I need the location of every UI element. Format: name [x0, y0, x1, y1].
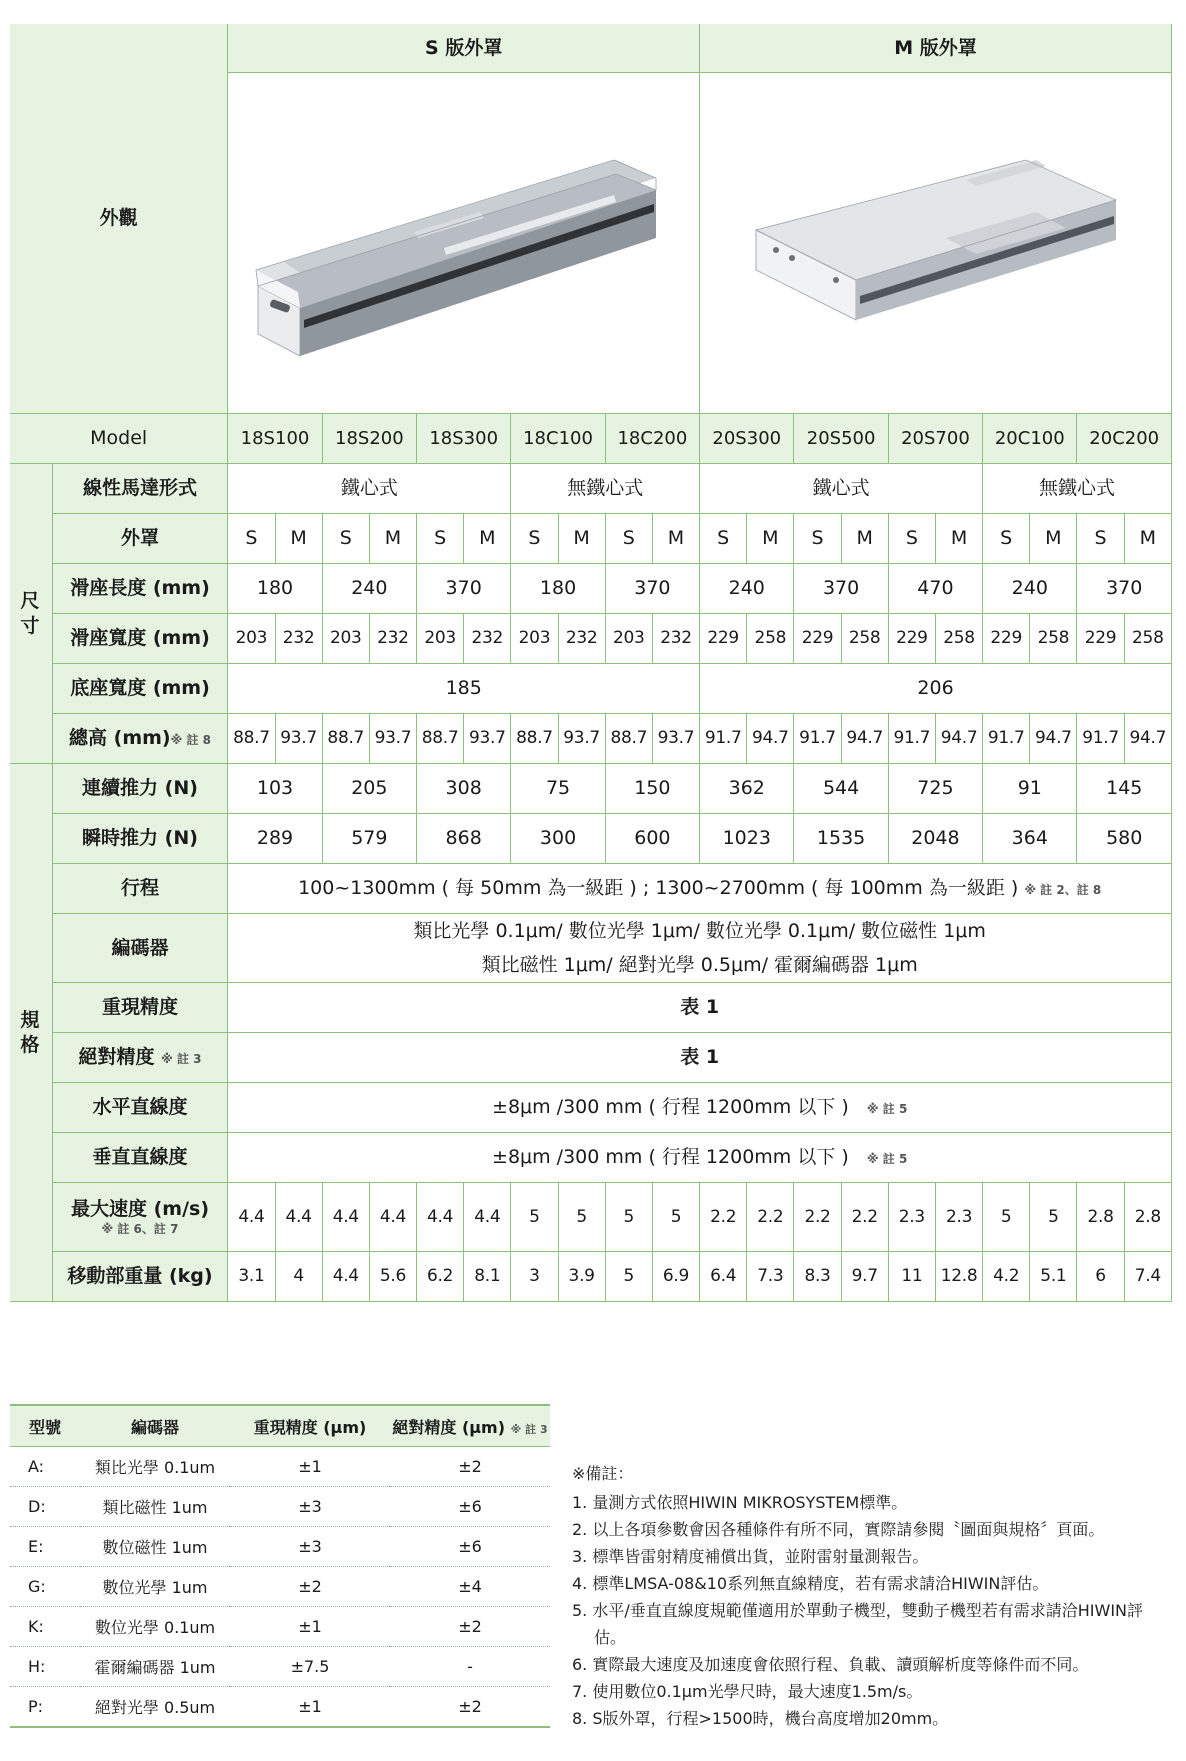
- slider-width-cell: 258: [935, 614, 982, 664]
- remark-item: 5. 水平/垂直直線度規範僅適用於單動子機型，雙動子機型若有需求請洽HIWIN評估。: [572, 1601, 1144, 1647]
- total-height-cell: 91.7: [700, 714, 747, 764]
- slider-width-cell: 229: [1077, 614, 1124, 664]
- moving-mass-cell: 6: [1077, 1252, 1124, 1302]
- continuous-force-cell: 362: [700, 764, 794, 814]
- max-speed-cell: 4.4: [228, 1183, 275, 1252]
- table-row: [10, 1647, 550, 1687]
- total-height-note: ※ 註 8: [170, 733, 211, 748]
- encoder-accuracy-table: [10, 1404, 550, 1728]
- enc-header-absolute-text: 絕對精度 (μm): [392, 1417, 506, 1437]
- remark-item: 4. 標準LMSA-08&10系列無直線精度，若有需求請洽HIWIN評估。: [572, 1574, 1049, 1593]
- moving-mass-cell: 4: [275, 1252, 322, 1302]
- spec-group-label: 規 格: [10, 764, 52, 1302]
- remark-item: 1. 量測方式依照HIWIN MIKROSYSTEM標準。: [572, 1493, 908, 1512]
- total-height-cell: 94.7: [1030, 714, 1077, 764]
- cover-cell: S: [983, 514, 1030, 564]
- slider-width-cell: 232: [369, 614, 416, 664]
- max-speed-cell: 2.8: [1124, 1183, 1171, 1252]
- peak-force-cell: 364: [983, 814, 1077, 864]
- enc-repeatability: ±7.5: [230, 1647, 390, 1687]
- model-18S200: 18S200: [322, 414, 416, 464]
- moving-mass-cell: 5.1: [1030, 1252, 1077, 1302]
- slider-width-cell: 229: [983, 614, 1030, 664]
- slider-length-label: 滑座長度 (mm): [52, 564, 228, 614]
- cover-cell: M: [275, 514, 322, 564]
- m-cover-product-image: [736, 120, 1136, 360]
- total-height-cell: 94.7: [1124, 714, 1171, 764]
- max-speed-cell: 4.4: [275, 1183, 322, 1252]
- slider-length-cell: 240: [983, 564, 1077, 614]
- model-18S300: 18S300: [417, 414, 511, 464]
- cover-cell: M: [935, 514, 982, 564]
- absolute-accuracy-label: [52, 1033, 228, 1083]
- slider-width-cell: 232: [464, 614, 511, 664]
- enc-absolute: ±6: [390, 1487, 550, 1527]
- max-speed-cell: 5: [558, 1183, 605, 1252]
- vertical-straightness-label: 垂直直線度: [52, 1133, 228, 1183]
- remark-item: 7. 使用數位0.1μm光學尺時，最大速度1.5m/s。: [572, 1682, 923, 1701]
- slider-width-cell: 203: [605, 614, 652, 664]
- continuous-force-cell: 544: [794, 764, 888, 814]
- m-cover-header: M 版外罩: [700, 24, 1172, 73]
- base-width-cell: 206: [700, 664, 1172, 714]
- slider-length-cell: 470: [888, 564, 982, 614]
- total-height-cell: 91.7: [983, 714, 1030, 764]
- total-height-cell: 93.7: [652, 714, 699, 764]
- encoder-line-1: 類比光學 0.1μm/ 數位光學 1μm/ 數位光學 0.1μm/ 數位磁性 1μm: [413, 920, 986, 942]
- cover-cell: M: [841, 514, 888, 564]
- size-group-label: 尺 寸: [10, 464, 52, 764]
- peak-force-cell: 2048: [888, 814, 982, 864]
- peak-force-cell: 289: [228, 814, 322, 864]
- slider-length-cell: 370: [794, 564, 888, 614]
- peak-force-cell: 600: [605, 814, 699, 864]
- spec-table: [10, 24, 1172, 1302]
- slider-width-cell: 232: [558, 614, 605, 664]
- moving-mass-cell: 7.3: [747, 1252, 794, 1302]
- total-height-cell: 94.7: [935, 714, 982, 764]
- moving-mass-cell: 4.4: [322, 1252, 369, 1302]
- horizontal-straightness-value: ±8μm /300 mm ( 行程 1200mm 以下 ): [492, 1096, 849, 1119]
- slider-width-cell: 258: [1030, 614, 1077, 664]
- slider-width-cell: 258: [747, 614, 794, 664]
- table-row: [10, 1607, 550, 1647]
- model-20S700: 20S700: [888, 414, 982, 464]
- stroke-cell: [228, 864, 1172, 914]
- peak-force-label: 瞬時推力 (N): [52, 814, 228, 864]
- table-row: [10, 1487, 550, 1527]
- cover-cell: S: [417, 514, 464, 564]
- max-speed-label-text: 最大速度 (m/s): [70, 1197, 209, 1220]
- horizontal-straightness-cell: [228, 1083, 1172, 1133]
- max-speed-cell: 4.4: [322, 1183, 369, 1252]
- moving-mass-cell: 8.3: [794, 1252, 841, 1302]
- total-height-cell: 93.7: [558, 714, 605, 764]
- model-20C200: 20C200: [1077, 414, 1172, 464]
- absolute-accuracy-cell: 表 1: [228, 1033, 1172, 1083]
- slider-width-cell: 203: [322, 614, 369, 664]
- continuous-force-cell: 308: [417, 764, 511, 814]
- moving-mass-cell: 6.4: [700, 1252, 747, 1302]
- slider-length-cell: 180: [228, 564, 322, 614]
- encoder-line-2: 類比磁性 1μm/ 絕對光學 0.5μm/ 霍爾編碼器 1μm: [481, 954, 918, 976]
- max-speed-cell: 2.3: [888, 1183, 935, 1252]
- table-row: [10, 1527, 550, 1567]
- cover-cell: S: [888, 514, 935, 564]
- moving-mass-cell: 3: [511, 1252, 558, 1302]
- moving-mass-cell: 8.1: [464, 1252, 511, 1302]
- enc-absolute: ±4: [390, 1567, 550, 1607]
- s-cover-image-cell: [228, 73, 700, 414]
- continuous-force-cell: 103: [228, 764, 322, 814]
- motor-type-cell: 鐵心式: [228, 464, 511, 514]
- slider-length-cell: 180: [511, 564, 605, 614]
- max-speed-cell: 2.2: [841, 1183, 888, 1252]
- model-18C200: 18C200: [605, 414, 699, 464]
- max-speed-cell: 5: [1030, 1183, 1077, 1252]
- enc-encoder: 絕對光學 0.5um: [80, 1687, 230, 1728]
- cover-cell: S: [605, 514, 652, 564]
- enc-encoder: 數位光學 1um: [80, 1567, 230, 1607]
- motor-type-cell: 鐵心式: [700, 464, 983, 514]
- stroke-value: 100~1300mm ( 每 50mm 為一級距 ) ; 1300~2700mm ( 每 100mm 為一級距 ): [298, 877, 1019, 900]
- moving-mass-cell: 6.2: [417, 1252, 464, 1302]
- peak-force-cell: 1535: [794, 814, 888, 864]
- moving-mass-cell: 9.7: [841, 1252, 888, 1302]
- max-speed-cell: 5: [652, 1183, 699, 1252]
- total-height-cell: 91.7: [888, 714, 935, 764]
- slider-width-cell: 229: [888, 614, 935, 664]
- moving-mass-cell: 11: [888, 1252, 935, 1302]
- max-speed-note: ※ 註 6、註 7: [101, 1221, 179, 1236]
- total-height-cell: 88.7: [228, 714, 275, 764]
- enc-repeatability: ±3: [230, 1487, 390, 1527]
- model-18S100: 18S100: [228, 414, 322, 464]
- motor-type-cell: 無鐵心式: [983, 464, 1172, 514]
- peak-force-cell: 868: [417, 814, 511, 864]
- enc-header-code: 型號: [10, 1405, 80, 1447]
- remark-item: 3. 標準皆雷射精度補償出貨，並附雷射量測報告。: [572, 1547, 929, 1566]
- max-speed-cell: 2.2: [747, 1183, 794, 1252]
- enc-header-absolute-note: ※ 註 3: [510, 1422, 548, 1436]
- peak-force-cell: 580: [1077, 814, 1172, 864]
- encoder-label: 編碼器: [52, 914, 228, 983]
- slider-length-cell: 370: [605, 564, 699, 614]
- total-height-cell: 91.7: [1077, 714, 1124, 764]
- repeatability-label: 重現精度: [52, 983, 228, 1033]
- stroke-note: ※ 註 2、註 8: [1024, 883, 1102, 898]
- slider-width-cell: 229: [794, 614, 841, 664]
- max-speed-cell: 4.4: [417, 1183, 464, 1252]
- s-cover-product-image: [244, 120, 684, 360]
- enc-encoder: 數位磁性 1um: [80, 1527, 230, 1567]
- cover-cell: M: [652, 514, 699, 564]
- cover-cell: S: [700, 514, 747, 564]
- enc-absolute: ±2: [390, 1687, 550, 1728]
- total-height-label-text: 總高 (mm): [69, 727, 171, 750]
- vertical-straightness-value: ±8μm /300 mm ( 行程 1200mm 以下 ): [492, 1146, 849, 1169]
- moving-mass-cell: 7.4: [1124, 1252, 1171, 1302]
- max-speed-cell: 5: [511, 1183, 558, 1252]
- cover-cell: M: [464, 514, 511, 564]
- motor-type-label: 線性馬達形式: [52, 464, 228, 514]
- max-speed-cell: 2.3: [935, 1183, 982, 1252]
- enc-absolute: ±2: [390, 1607, 550, 1647]
- absolute-accuracy-note: ※ 註 3: [161, 1052, 202, 1067]
- max-speed-cell: 5: [983, 1183, 1030, 1252]
- enc-code: E:: [10, 1527, 80, 1567]
- moving-mass-cell: 5.6: [369, 1252, 416, 1302]
- enc-code: H:: [10, 1647, 80, 1687]
- remarks-title: ※備註：: [572, 1464, 634, 1483]
- remarks-section: [572, 1460, 1172, 1732]
- enc-header-absolute: [390, 1405, 550, 1447]
- max-speed-cell: 2.8: [1077, 1183, 1124, 1252]
- s-cover-header: S 版外罩: [228, 24, 700, 73]
- table-row: [10, 1687, 550, 1728]
- enc-absolute: ±2: [390, 1447, 550, 1487]
- moving-mass-cell: 6.9: [652, 1252, 699, 1302]
- enc-repeatability: ±2: [230, 1567, 390, 1607]
- max-speed-cell: 4.4: [369, 1183, 416, 1252]
- repeatability-cell: 表 1: [228, 983, 1172, 1033]
- total-height-cell: 93.7: [464, 714, 511, 764]
- model-20S500: 20S500: [794, 414, 888, 464]
- enc-repeatability: ±1: [230, 1687, 390, 1728]
- table-row: [10, 1567, 550, 1607]
- table-row: [10, 1447, 550, 1487]
- cover-cell: M: [1124, 514, 1171, 564]
- total-height-cell: 94.7: [747, 714, 794, 764]
- motor-type-cell: 無鐵心式: [511, 464, 700, 514]
- m-cover-image-cell: [700, 73, 1172, 414]
- total-height-label: [52, 714, 228, 764]
- moving-mass-cell: 5: [605, 1252, 652, 1302]
- enc-repeatability: ±3: [230, 1527, 390, 1567]
- slider-width-cell: 258: [841, 614, 888, 664]
- enc-header-encoder: 編碼器: [80, 1405, 230, 1447]
- continuous-force-cell: 75: [511, 764, 605, 814]
- slider-width-cell: 203: [511, 614, 558, 664]
- continuous-force-cell: 725: [888, 764, 982, 814]
- cover-cell: M: [558, 514, 605, 564]
- total-height-cell: 88.7: [605, 714, 652, 764]
- slider-width-cell: 203: [228, 614, 275, 664]
- cover-label: 外罩: [52, 514, 228, 564]
- total-height-cell: 93.7: [369, 714, 416, 764]
- enc-encoder: 霍爾編碼器 1um: [80, 1647, 230, 1687]
- cover-cell: M: [1030, 514, 1077, 564]
- max-speed-cell: 5: [605, 1183, 652, 1252]
- vertical-straightness-note: ※ 註 5: [866, 1152, 908, 1167]
- total-height-cell: 91.7: [794, 714, 841, 764]
- total-height-cell: 94.7: [841, 714, 888, 764]
- continuous-force-cell: 91: [983, 764, 1077, 814]
- total-height-cell: 88.7: [417, 714, 464, 764]
- slider-width-cell: 232: [275, 614, 322, 664]
- base-width-cell: 185: [228, 664, 700, 714]
- cover-cell: S: [228, 514, 275, 564]
- peak-force-cell: 579: [322, 814, 416, 864]
- remark-item: 6. 實際最大速度及加速度會依照行程、負載、讀頭解析度等條件而不同。: [572, 1655, 1089, 1674]
- slider-width-cell: 232: [652, 614, 699, 664]
- cover-cell: S: [1077, 514, 1124, 564]
- continuous-force-label: 連續推力 (N): [52, 764, 228, 814]
- moving-mass-cell: 3.9: [558, 1252, 605, 1302]
- enc-code: A:: [10, 1447, 80, 1487]
- model-label: Model: [10, 414, 228, 464]
- continuous-force-cell: 205: [322, 764, 416, 814]
- remark-item: 8. S版外罩，行程>1500時，機台高度增加20mm。: [572, 1709, 949, 1728]
- slider-length-cell: 370: [1077, 564, 1172, 614]
- base-width-label: 底座寬度 (mm): [52, 664, 228, 714]
- moving-mass-cell: 3.1: [228, 1252, 275, 1302]
- cover-cell: M: [747, 514, 794, 564]
- model-18C100: 18C100: [511, 414, 605, 464]
- cover-cell: S: [322, 514, 369, 564]
- stroke-label: 行程: [52, 864, 228, 914]
- remark-item: 2. 以上各項參數會因各種條件有所不同，實際請參閱〝圖面與規格〞頁面。: [572, 1520, 1105, 1539]
- enc-encoder: 類比磁性 1um: [80, 1487, 230, 1527]
- enc-code: D:: [10, 1487, 80, 1527]
- max-speed-cell: 2.2: [700, 1183, 747, 1252]
- cover-cell: S: [794, 514, 841, 564]
- absolute-accuracy-label-text: 絕對精度: [78, 1046, 155, 1069]
- slider-width-cell: 229: [700, 614, 747, 664]
- slider-width-cell: 203: [417, 614, 464, 664]
- max-speed-cell: 2.2: [794, 1183, 841, 1252]
- enc-encoder: 類比光學 0.1um: [80, 1447, 230, 1487]
- encoder-cell: [228, 914, 1172, 983]
- max-speed-label: [52, 1183, 228, 1252]
- cover-cell: M: [369, 514, 416, 564]
- enc-absolute: ±6: [390, 1527, 550, 1567]
- exterior-label: 外觀: [10, 24, 228, 414]
- enc-code: G:: [10, 1567, 80, 1607]
- horizontal-straightness-note: ※ 註 5: [866, 1102, 908, 1117]
- moving-mass-label: 移動部重量 (kg): [52, 1252, 228, 1302]
- slider-length-cell: 370: [417, 564, 511, 614]
- model-20C100: 20C100: [983, 414, 1077, 464]
- enc-code: K:: [10, 1607, 80, 1647]
- enc-absolute: -: [390, 1647, 550, 1687]
- model-20S300: 20S300: [700, 414, 794, 464]
- horizontal-straightness-label: 水平直線度: [52, 1083, 228, 1133]
- enc-code: P:: [10, 1687, 80, 1728]
- slider-width-label: 滑座寬度 (mm): [52, 614, 228, 664]
- slider-length-cell: 240: [700, 564, 794, 614]
- total-height-cell: 88.7: [322, 714, 369, 764]
- total-height-cell: 88.7: [511, 714, 558, 764]
- cover-cell: S: [511, 514, 558, 564]
- enc-encoder: 數位光學 0.1um: [80, 1607, 230, 1647]
- enc-header-repeatability: 重現精度 (μm): [230, 1405, 390, 1447]
- peak-force-cell: 1023: [700, 814, 794, 864]
- slider-length-cell: 240: [322, 564, 416, 614]
- moving-mass-cell: 12.8: [935, 1252, 982, 1302]
- slider-width-cell: 258: [1124, 614, 1171, 664]
- enc-repeatability: ±1: [230, 1447, 390, 1487]
- total-height-cell: 93.7: [275, 714, 322, 764]
- peak-force-cell: 300: [511, 814, 605, 864]
- continuous-force-cell: 145: [1077, 764, 1172, 814]
- enc-repeatability: ±1: [230, 1607, 390, 1647]
- max-speed-cell: 4.4: [464, 1183, 511, 1252]
- continuous-force-cell: 150: [605, 764, 699, 814]
- moving-mass-cell: 4.2: [983, 1252, 1030, 1302]
- vertical-straightness-cell: [228, 1133, 1172, 1183]
